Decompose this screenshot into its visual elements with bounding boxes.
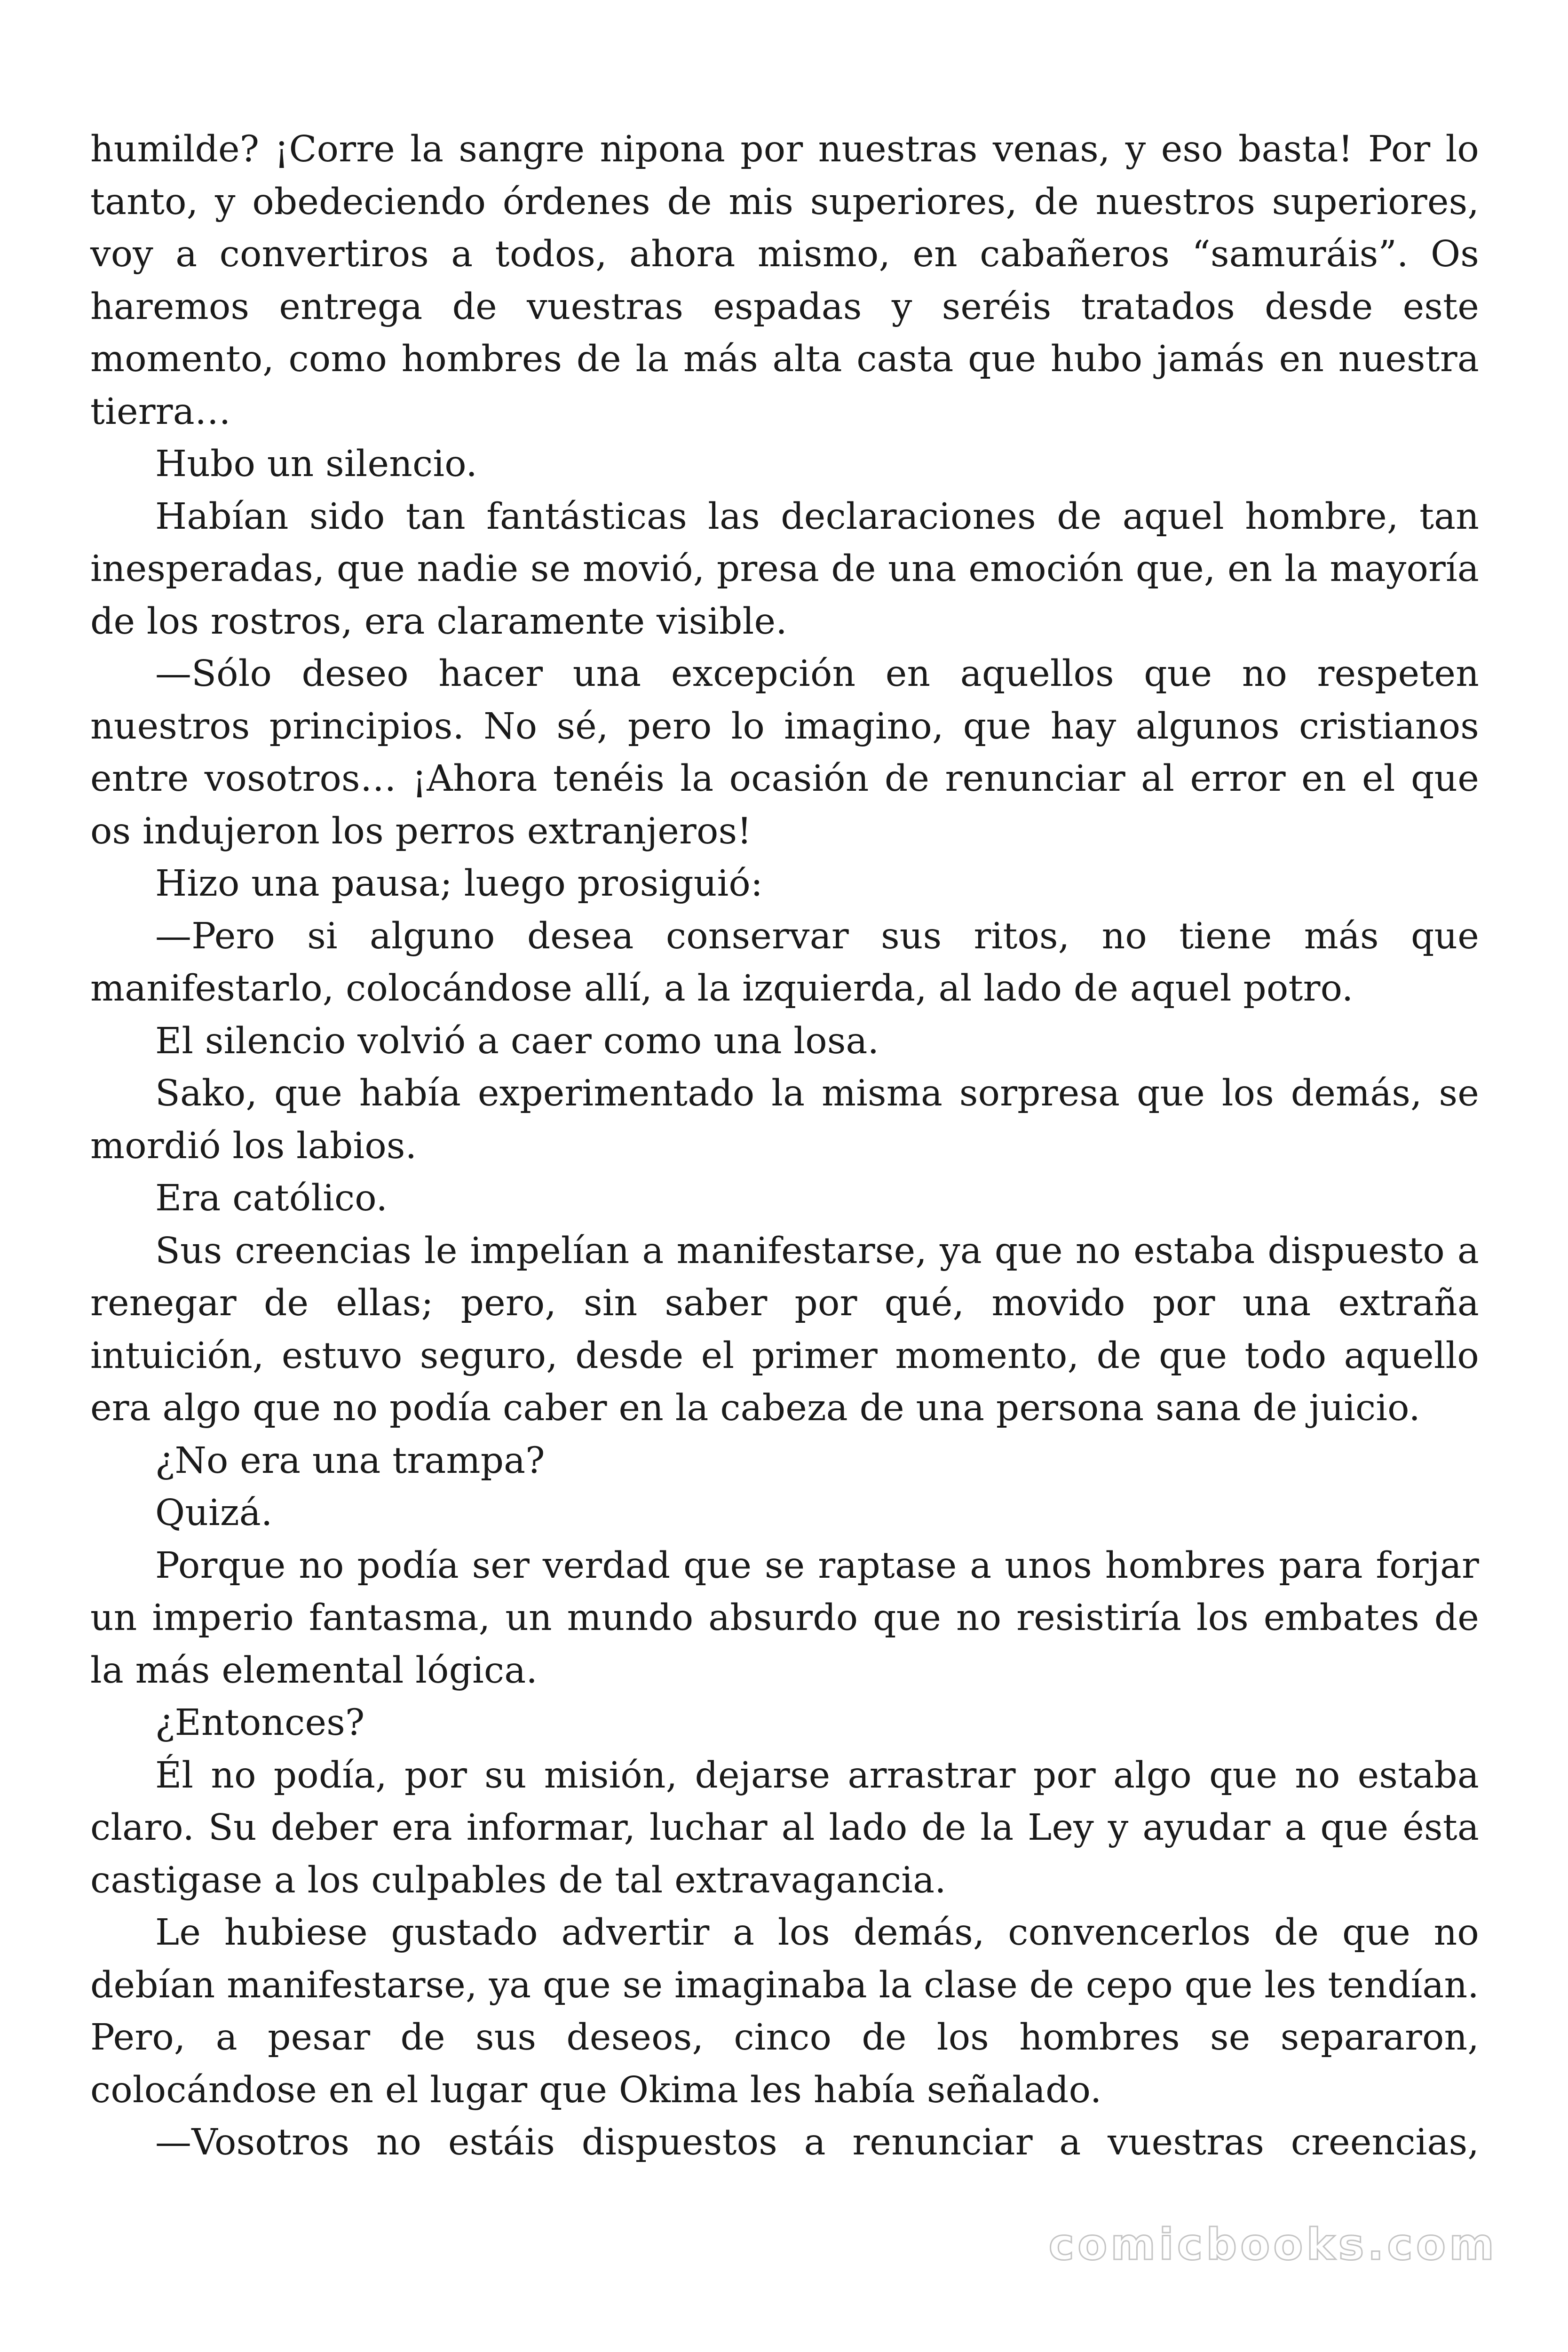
paragraph-2: Hubo un silencio. — [155, 443, 478, 485]
watermark-logo: comicbooks.com — [1048, 2219, 1497, 2270]
paragraph-3: Habían sido tan fantásticas las declaraciones de aquel hombre, tan inesperadas, que nadie se movió, presa de una emoción que, en la mayoría de los rostros, era claramente visible. — [90, 495, 1479, 643]
paragraph-5: Hizo una pausa; luego prosiguió: — [155, 863, 763, 905]
paragraph-14: ¿Entonces? — [155, 1702, 365, 1744]
paragraph-4: —Sólo deseo hacer una excepción en aquellos que no respeten nuestros principios. No sé, pero lo imagino, que hay algunos cristianos entre vosotros… ¡Ahora tenéis la ocasión de renunciar al error en el que os indujeron los perros extranjeros! — [90, 653, 1479, 852]
paragraph-1: humilde? ¡Corre la sangre nipona por nuestras venas, y eso basta! Por lo tanto, y obedeciendo órdenes de mis superiores, de nuestros superiores, voy a convertiros a todos, ahora mismo, en cabañeros “samuráis”. Os haremos entrega de vuestras espadas y seréis tratados desde este momento, como hombres de la más alta casta que hubo jamás en nuestra tierra… — [90, 128, 1479, 433]
paragraph-9: Era católico. — [155, 1177, 388, 1219]
paragraph-7: El silencio volvió a caer como una losa. — [155, 1020, 879, 1062]
paragraph-15: Él no podía, por su misión, dejarse arrastrar por algo que no estaba claro. Su deber era informar, luchar al lado de la Ley y ayudar a que ésta castigase a los culpables de tal extravagancia. — [90, 1754, 1479, 1901]
paragraph-13: Porque no podía ser verdad que se raptase a unos hombres para forjar un imperio fantasma, un mundo absurdo que no resistiría los embates de la más elemental lógica. — [90, 1544, 1479, 1692]
paragraph-6: —Pero si alguno desea conservar sus ritos, no tiene más que manifestarlo, colocándose allí, a la izquierda, al lado de aquel potro. — [90, 915, 1479, 1009]
paragraph-10: Sus creencias le impelían a manifestarse, ya que no estaba dispuesto a renegar de ellas; pero, sin saber por qué, movido por una extraña intuición, estuvo seguro, desde el primer momento, de que todo aquello era algo que no podía caber en la cabeza de una persona sana de juicio. — [90, 1230, 1479, 1429]
paragraph-8: Sako, que había experimentado la misma sorpresa que los demás, se mordió los labios. — [90, 1073, 1479, 1167]
paragraph-11: ¿No era una trampa? — [155, 1439, 545, 1482]
paragraph-12: Quizá. — [155, 1492, 273, 1534]
paragraph-16: Le hubiese gustado advertir a los demás, convencerlos de que no debían manifestarse, ya que se imaginaba la clase de cepo que les tendían. Pero, a pesar de sus deseos, cinco de los hombres se separaron, colocándose en el lugar que Okima les había señalado. — [90, 1912, 1479, 2111]
page-text — [90, 123, 1479, 2169]
paragraph-17: —Vosotros no estáis dispuestos a renunciar a vuestras creencias, — [155, 2122, 1479, 2163]
